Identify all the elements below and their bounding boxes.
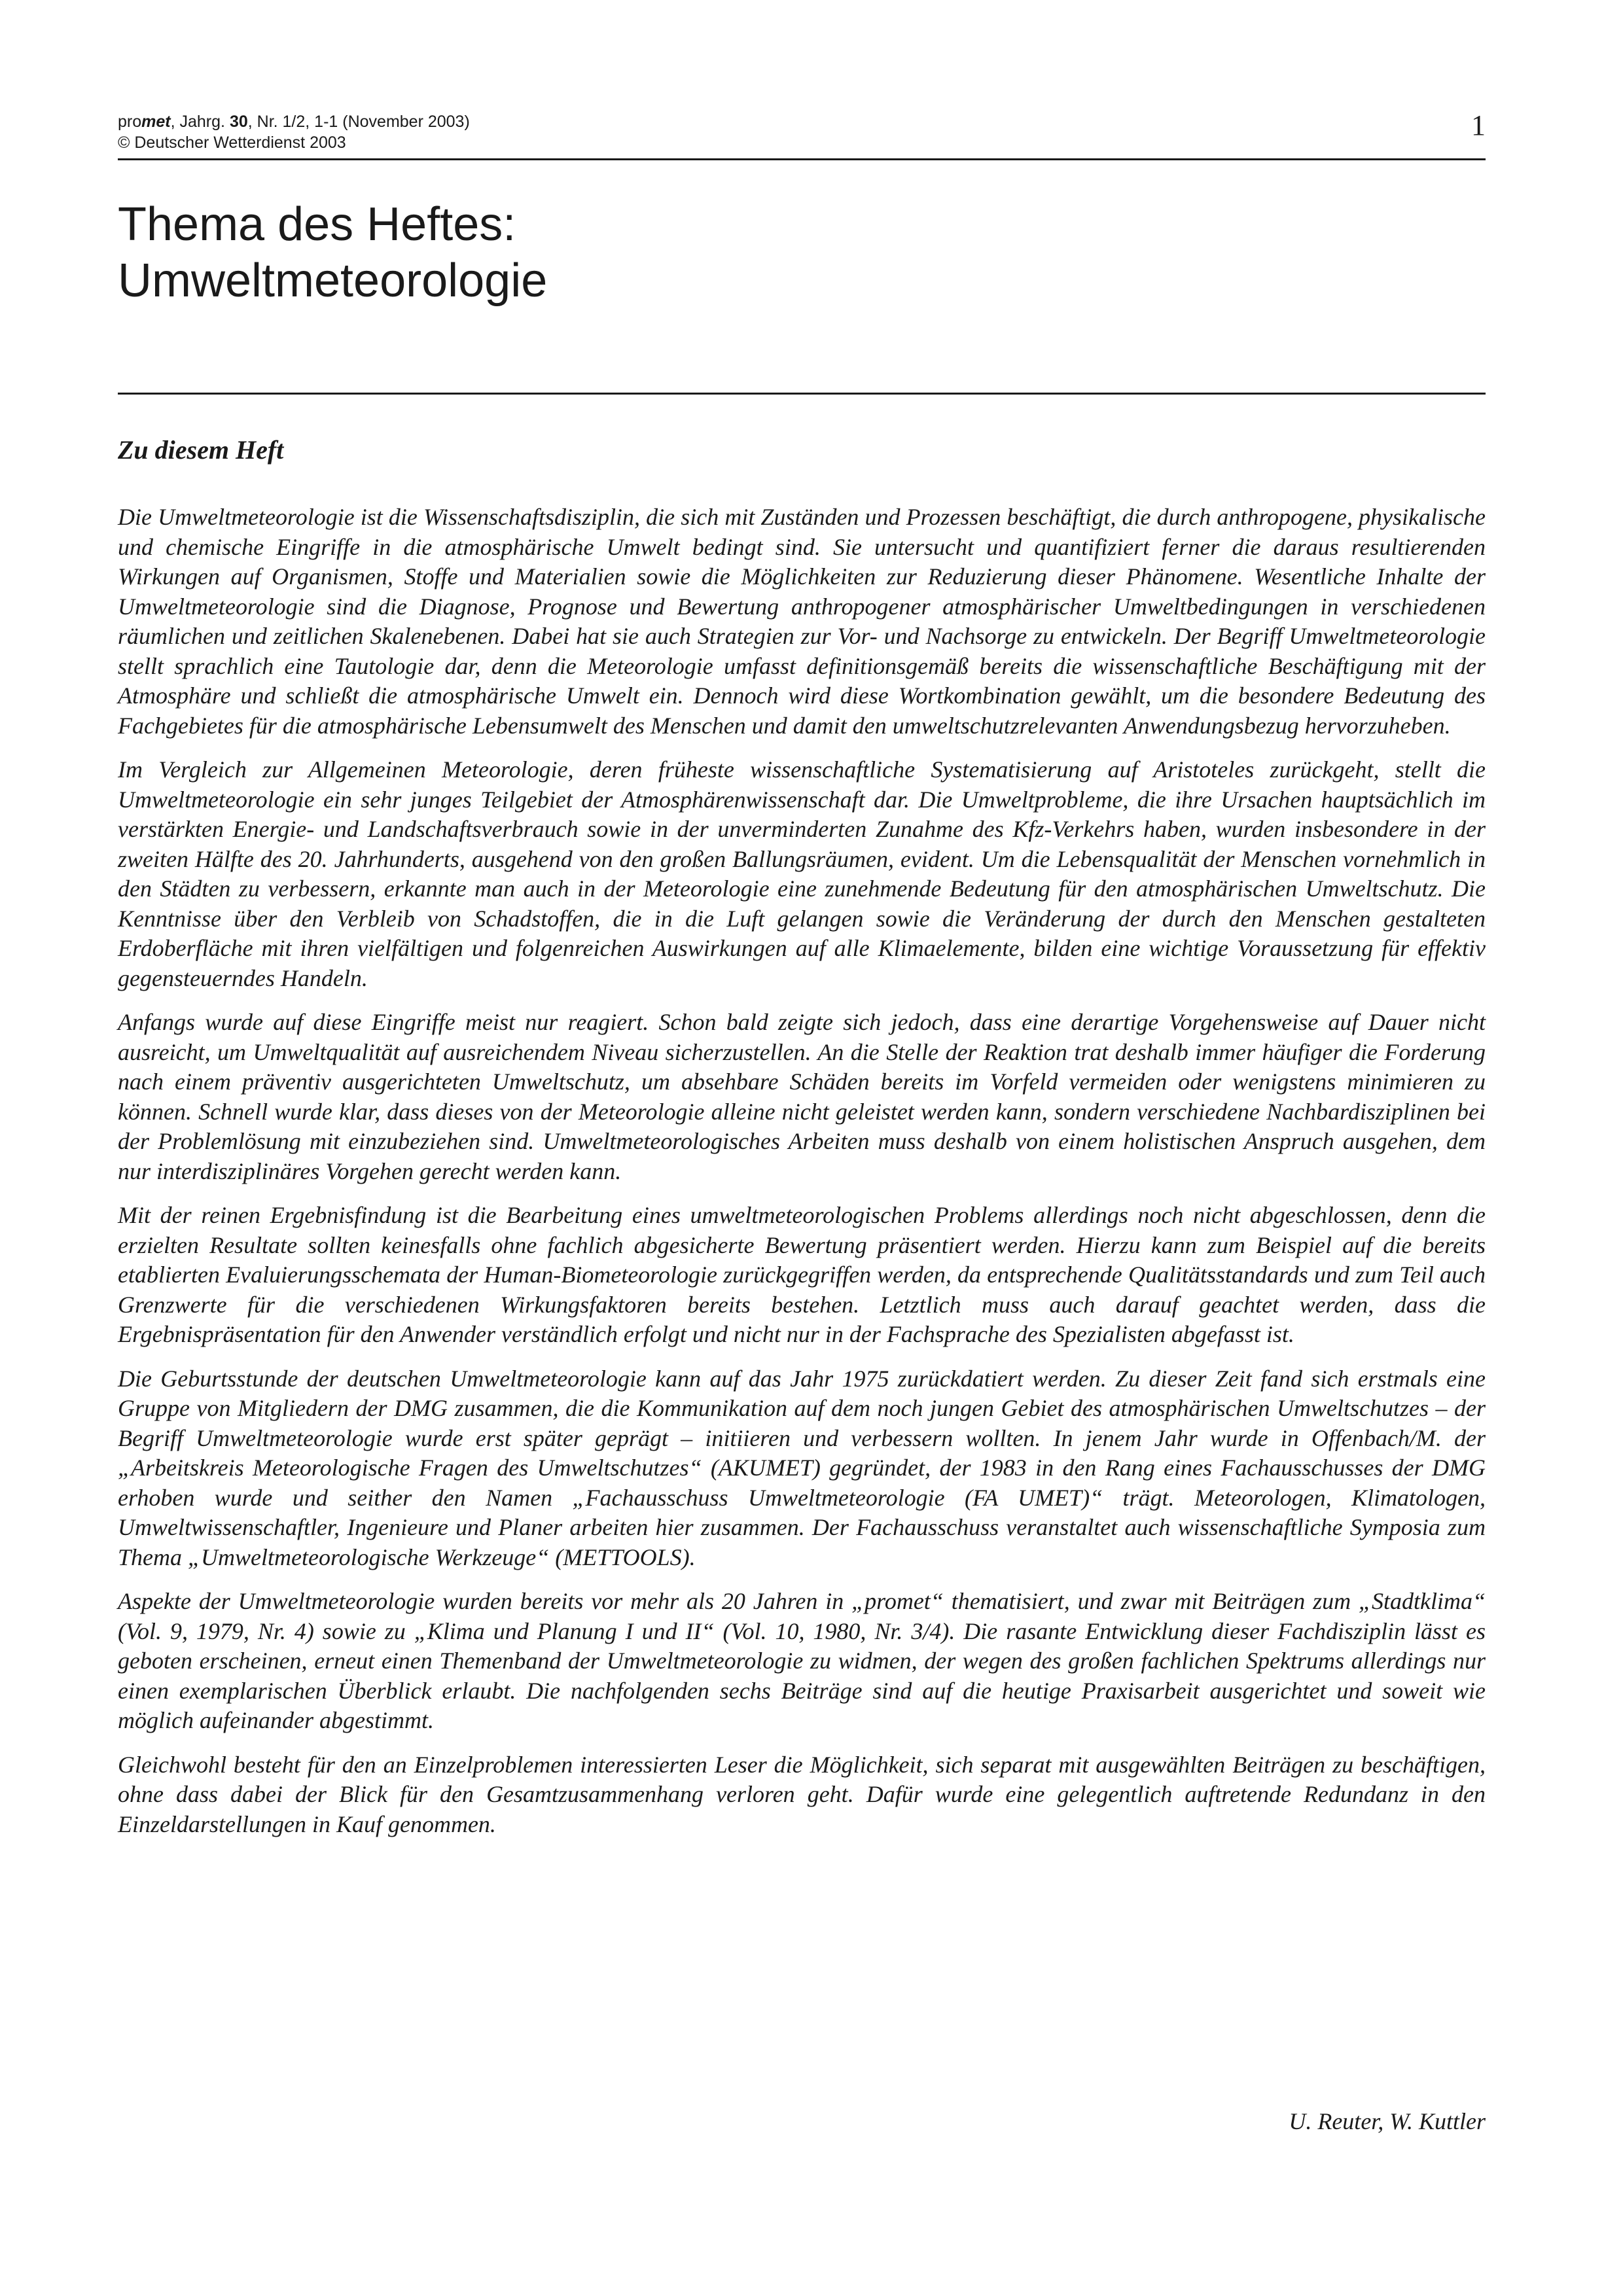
title-line-1: Thema des Heftes:	[118, 198, 516, 251]
paragraph: Anfangs wurde auf diese Eingriffe meist nur reagiert. Schon bald zeigte sich jedoch, dass eine derartige Vorgehensweise auf Dauer nicht ausreicht, um Umweltqualität auf ausreichendem Niveau sicherzustellen. An die Stelle der Reaktion trat deshalb immer häufiger die Forderung nach einem präventiv ausgerichteten Umweltschutz, um absehbare Schäden bereits im Vorfeld vermeiden oder wenigstens minimieren zu können. Schnell wurde klar, dass dieses von der Meteorologie alleine nicht geleistet werden kann, sondern verschiedene Nachbardisziplinen bei der Problemlösung mit einzubeziehen sind. Umweltmeteorologisches Arbeiten muss deshalb von einem holistischen Anspruch ausgehen, dem nur interdisziplinäres Vorgehen gerecht werden kann.	[118, 1009, 1486, 1184]
citation-post: , Nr. 1/2, 1-1 (November 2003)	[247, 113, 470, 131]
paragraph: Im Vergleich zur Allgemeinen Meteorologie, deren früheste wissenschaftliche Systematisierung auf Aristoteles zurückgeht, stellt die Umweltmeteorologie ein sehr junges Teilgebiet der Atmosphärenwissenschaft dar. Die Umweltprobleme, die ihre Ursachen hauptsächlich im verstärkten Energie- und Landschaftsverbrauch sowie in der unverminderten Zunahme des Kfz-Verkehrs haben, wurden insbesondere in der zweiten Hälfte des 20. Jahrhunderts, ausgehend von den großen Ballungsräumen, evident. Um die Lebensqualität der Menschen vornehmlich in den Städten zu verbessern, erkannte man auch in der Meteorologie eine zunehmende Bedeutung für den atmosphärischen Umweltschutz. Die Kenntnisse über den Verbleib von Schadstoffen, die in die Luft gelangen sowie die Veränderung der durch den Menschen gestalteten Erdoberfläche mit ihren vielfältigen und folgenreichen Auswirkungen auf alle Klimaelemente, bilden eine wichtige Voraussetzung für effektiv gegensteuerndes Handeln.	[118, 756, 1486, 991]
volume-number: 30	[229, 113, 248, 131]
paragraph: Gleichwohl besteht für den an Einzelproblemen interessierten Leser die Möglichkeit, sich separat mit ausgewählten Beiträgen zu beschäftigen, ohne dass dabei der Blick für den Gesamtzusammenhang verloren geht. Dafür wurde eine gelegentlich auftretende Redundanz in den Einzeldarstellungen in Kauf genommen.	[118, 1751, 1486, 1837]
page-title	[118, 196, 1486, 309]
paragraph: Aspekte der Umweltmeteorologie wurden bereits vor mehr als 20 Jahren in „promet“ thematisiert, und zwar mit Beiträgen zum „Stadtklima“ (Vol. 9, 1979, Nr. 4) sowie zu „Klima und Planung I und II“ (Vol. 10, 1980, Nr. 3/4). Die rasante Entwicklung dieser Fachdisziplin lässt es geboten erscheinen, erneut einen Themenband der Umweltmeteorologie zu widmen, der wegen des großen fachlichen Spektrums allerdings nur einen exemplarischen Überblick erlaubt. Die nachfolgenden sechs Beiträge sind auf die heutige Praxisarbeit ausgerichtet und soweit wie möglich aufeinander abgestimmt.	[118, 1588, 1486, 1733]
header-divider	[118, 158, 1486, 160]
journal-name-suffix: met	[141, 113, 171, 131]
running-header	[118, 111, 1486, 153]
journal-name-prefix: pro	[118, 113, 142, 131]
journal-citation	[118, 111, 1486, 132]
paragraph: Mit der reinen Ergebnisfindung ist die Bearbeitung eines umweltmeteorologischen Problems allerdings noch nicht abgeschlossen, denn die erzielten Resultate sollten keinesfalls ohne fachlich abgesicherte Bewertung präsentiert werden. Hierzu kann zum Beispiel auf die bereits etablierten Evaluierungsschemata der Human-Biometeorologie zurückgegriffen werden, da entsprechende Qualitätsstandards und zum Teil auch Grenzwerte für die verschiedenen Wirkungsfaktoren bereits bestehen. Letztlich muss auch darauf geachtet werden, dass die Ergebnispräsentation für den Anwender verständlich erfolgt und nicht nur in der Fachsprache des Spezialisten abgefasst ist.	[118, 1202, 1486, 1347]
document-page	[118, 0, 1486, 2296]
title-line-2: Umweltmeteorologie	[118, 255, 548, 307]
section-heading: Zu diesem Heft	[118, 435, 284, 465]
article-body	[118, 503, 1486, 1854]
author-signature: U. Reuter, W. Kuttler	[1289, 2108, 1486, 2134]
copyright-line: © Deutscher Wetterdienst 2003	[118, 133, 346, 152]
paragraph: Die Umweltmeteorologie ist die Wissenschaftsdisziplin, die sich mit Zuständen und Prozessen beschäftigt, die durch anthropogene, physikalische und chemische Eingriffe in die atmosphärische Umwelt bedingt sind. Sie untersucht und quantifiziert ferner die daraus resultierenden Wirkungen auf Organismen, Stoffe und Materialien sowie die Möglichkeiten zur Reduzierung dieser Phänomene. Wesentliche Inhalte der Umweltmeteorologie sind die Diagnose, Prognose und Bewertung anthropogener atmosphärischer Umweltbedingungen in verschiedenen räumlichen und zeitlichen Skalenebenen. Dabei hat sie auch Strategien zur Vor- und Nachsorge zu entwickeln. Der Begriff Umweltmeteorologie stellt sprachlich eine Tautologie dar, denn die Meteorologie umfasst definitionsgemäß bereits die wissenschaftliche Beschäftigung mit der Atmosphäre und schließt die atmosphärische Umwelt ein. Dennoch wird diese Wortkombination gewählt, um die besondere Bedeutung des Fachgebietes für die atmosphärische Lebensumwelt des Menschen und damit den umweltschutzrelevanten Anwendungsbezug hervorzuheben.	[118, 504, 1486, 739]
page-number: 1	[1471, 109, 1486, 141]
paragraph: Die Geburtsstunde der deutschen Umweltmeteorologie kann auf das Jahr 1975 zurückdatiert werden. Zu dieser Zeit fand sich erstmals eine Gruppe von Mitgliedern der DMG zusammen, die die Kommunikation auf dem noch jungen Gebiet des atmosphärischen Umweltschutzes – der Begriff Umweltmeteorologie wurde erst später geprägt – initiieren und verbessern wollten. In jenem Jahr wurde in Offenbach/M. der „Arbeitskreis Meteorologische Fragen des Umweltschutzes“ (AKUMET) gegründet, der 1983 in den Rang eines Fachausschusses der DMG erhoben wurde und seither den Namen „Fachausschuss Umweltmeteorologie (FA UMET)“ trägt. Meteorologen, Klimatologen, Umweltwissenschaftler, Ingenieure und Planer arbeiten hier zusammen. Der Fachausschuss veranstaltet auch wissenschaftliche Symposia zum Thema „Umweltmeteorologische Werkzeuge“ (METTOOLS).	[118, 1365, 1486, 1570]
title-divider	[118, 393, 1486, 395]
citation-pre: , Jahrg.	[170, 113, 230, 131]
